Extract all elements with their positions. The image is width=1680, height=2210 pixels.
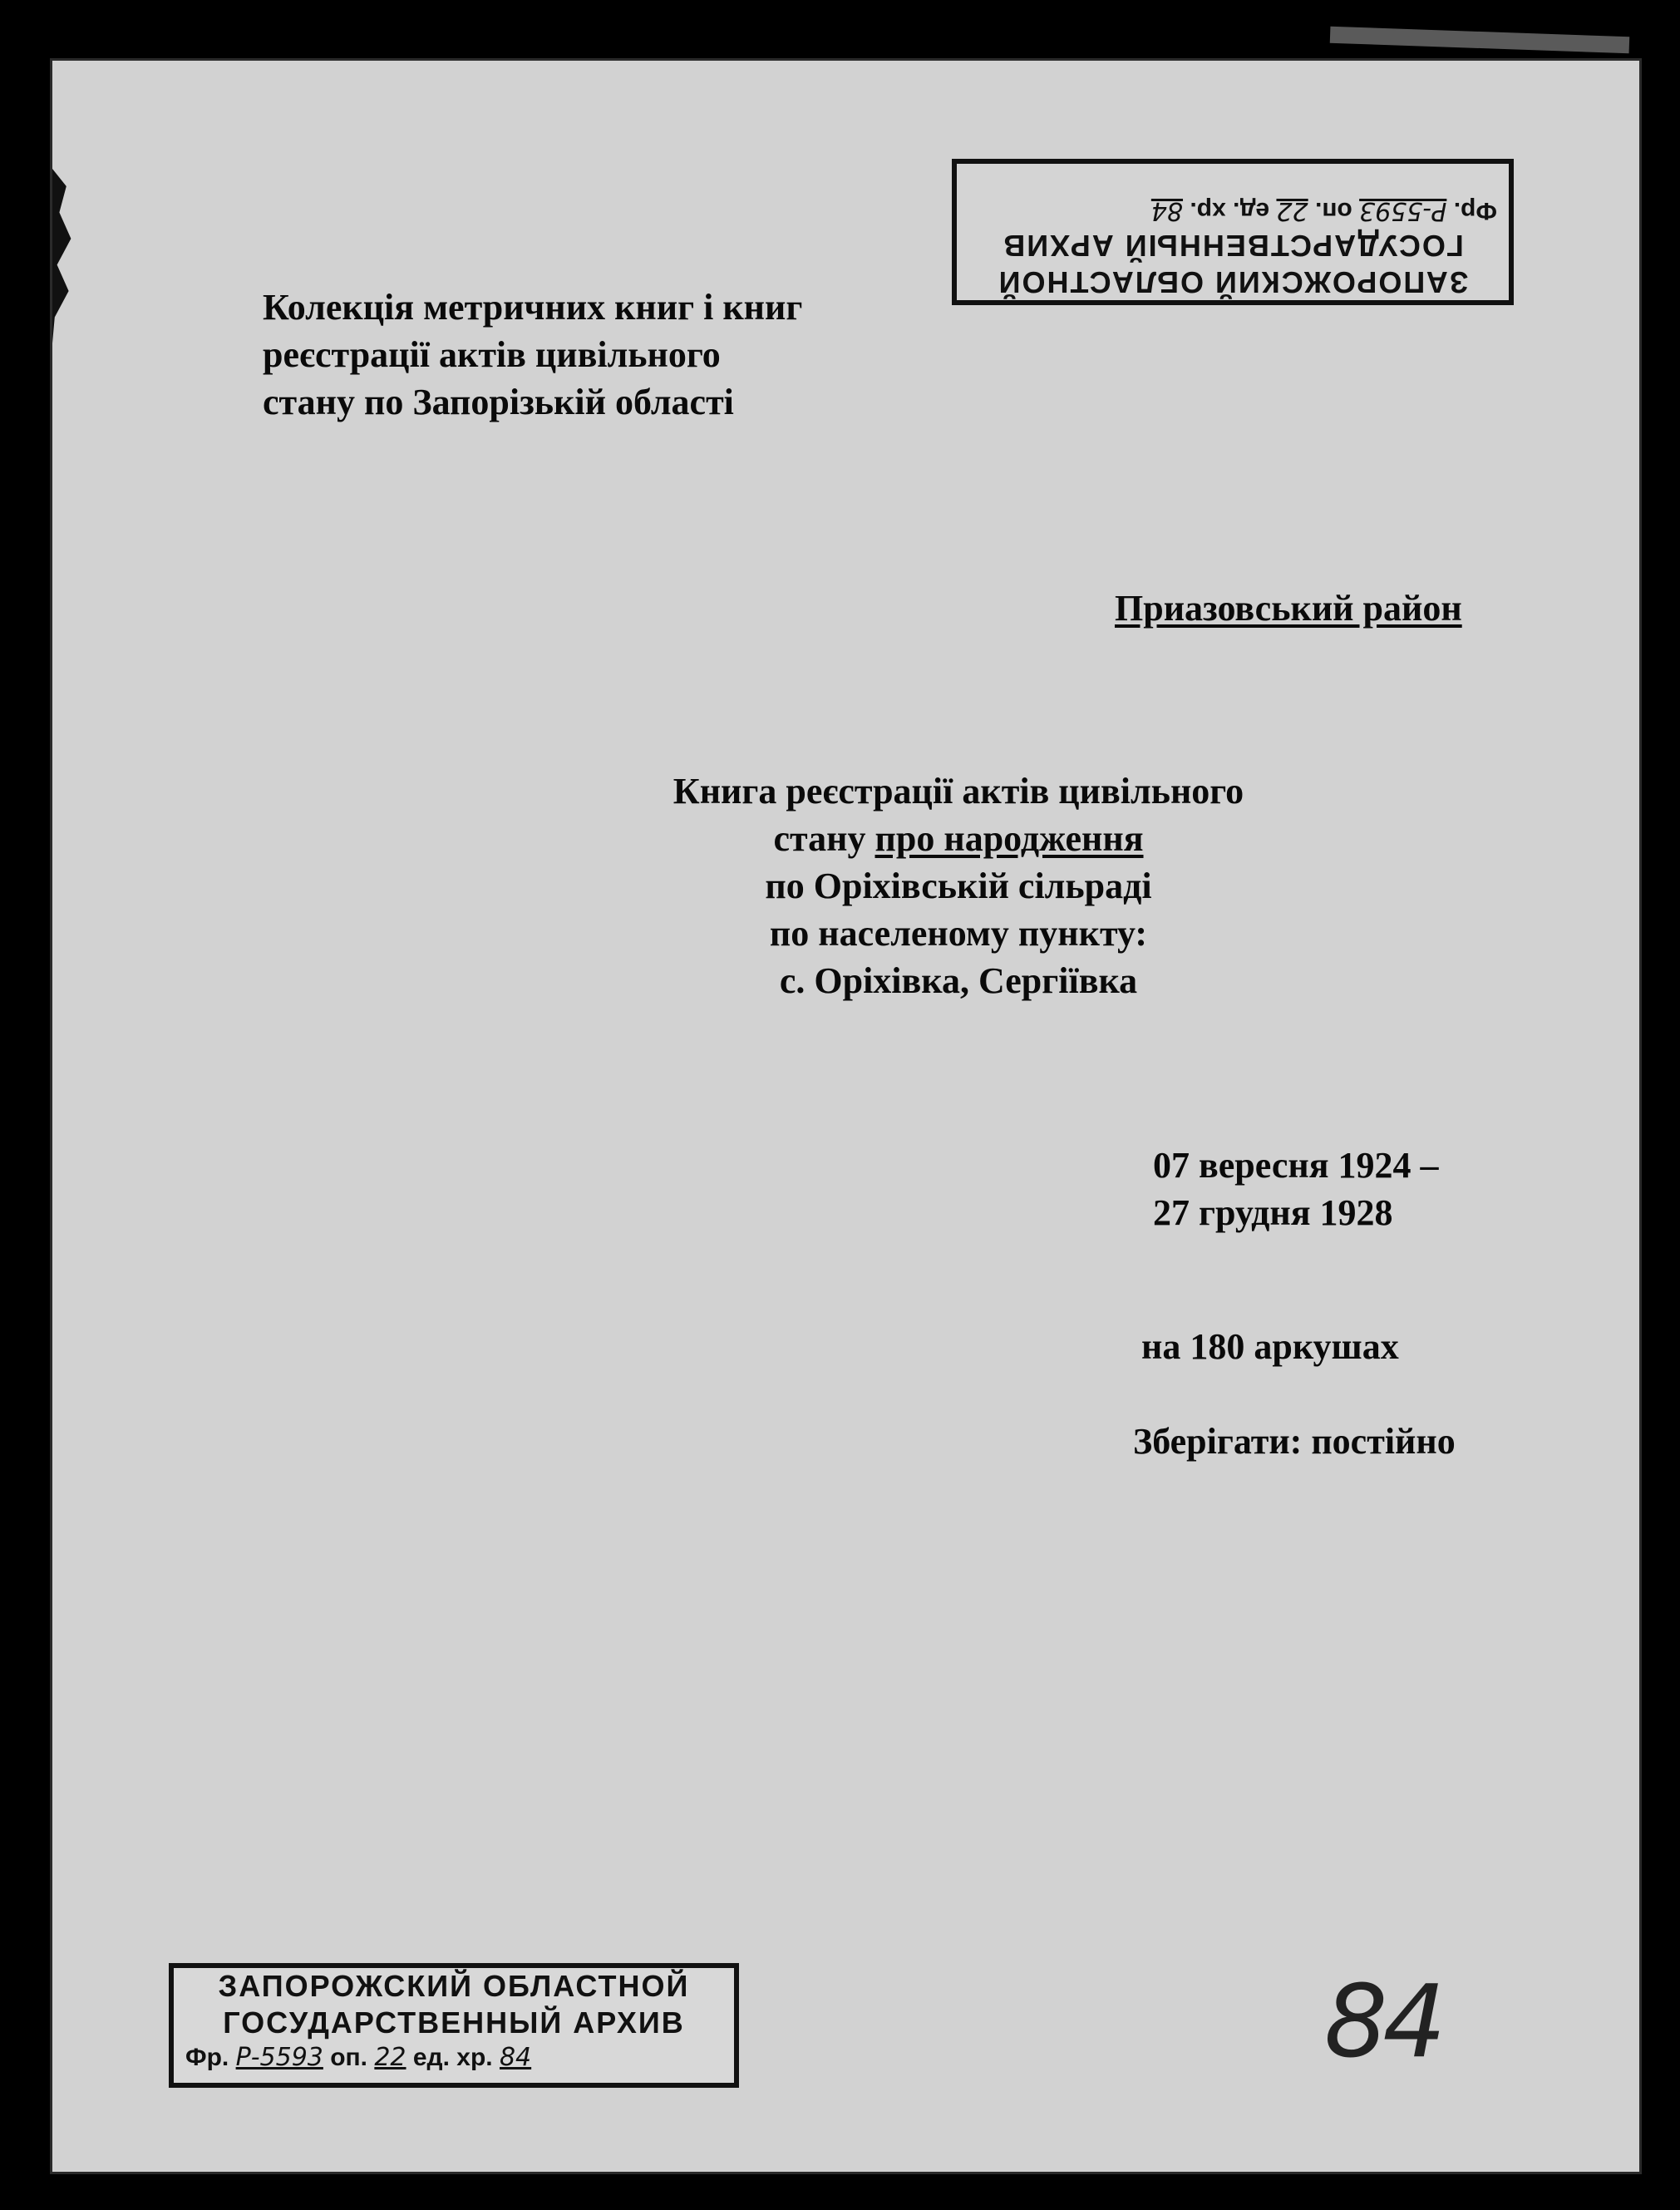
stamp-reference	[957, 196, 1509, 225]
stamp-fond-label: Фр.	[185, 2044, 229, 2071]
stamp-fond: Р-5593	[235, 2043, 323, 2072]
stamp-line: ГОСУДАРСТВЕННЫЙ АРХИВ	[223, 2005, 685, 2040]
archive-stamp-bottom	[169, 1963, 739, 2088]
book-title-line: по населеному пункту:	[769, 913, 1148, 954]
handwritten-sheet-number: 84	[1324, 1965, 1441, 2080]
stamp-opis-label: оп.	[1315, 197, 1352, 224]
collection-title-line: стану по Запорізькій області	[263, 382, 734, 422]
collection-title-line: Колекція метричних книг і книг	[263, 287, 803, 328]
stamp-unit: 84	[1150, 196, 1184, 225]
stamp-opis-label: оп.	[330, 2044, 367, 2071]
date-range	[1153, 1142, 1439, 1236]
stamp-unit-label: ед. хр.	[412, 2044, 493, 2071]
book-title-prefix: стану	[773, 818, 875, 859]
date-end: 27 грудня 1928	[1153, 1192, 1393, 1233]
stamp-fond-label: Фр.	[1453, 197, 1497, 224]
stamp-opis: 22	[1276, 196, 1308, 225]
collection-title	[263, 284, 802, 426]
stamp-fond: Р-5593	[1359, 196, 1447, 225]
book-title-line: по Оріхівській сільраді	[765, 866, 1152, 906]
collection-title-line: реєстрації актів цивільного	[263, 334, 721, 375]
stamp-unit-label: ед. хр.	[1190, 197, 1270, 224]
document-page	[50, 58, 1642, 2174]
book-title-line: с. Оріхівка, Сергіївка	[779, 960, 1138, 1001]
book-title	[402, 767, 1515, 1004]
book-title-line: Книга реєстрації актів цивільного	[672, 771, 1244, 811]
book-title-underlined: про народження	[874, 818, 1144, 859]
stamp-line: ЗАПОРОЖСКИЙ ОБЛАСТНОЙ	[218, 1969, 690, 2003]
stamp-reference	[174, 2043, 734, 2072]
book-title-line	[402, 815, 1515, 862]
stamp-line: ГОСУДАРСТВЕННЫЙ АРХИВ	[1002, 229, 1464, 263]
retention-note: Зберігати: постійно	[1133, 1421, 1456, 1462]
archive-stamp-top	[952, 159, 1514, 305]
date-start: 07 вересня 1924 –	[1153, 1145, 1439, 1186]
stamp-opis: 22	[374, 2043, 406, 2072]
stamp-line: ЗАПОРОЖСКИЙ ОБЛАСТНОЙ	[997, 265, 1469, 299]
sheet-count: на 180 аркушах	[1141, 1326, 1399, 1367]
folder-edge	[1330, 27, 1629, 54]
district-heading: Приазовський район	[1115, 588, 1462, 629]
stamp-unit: 84	[499, 2043, 532, 2072]
